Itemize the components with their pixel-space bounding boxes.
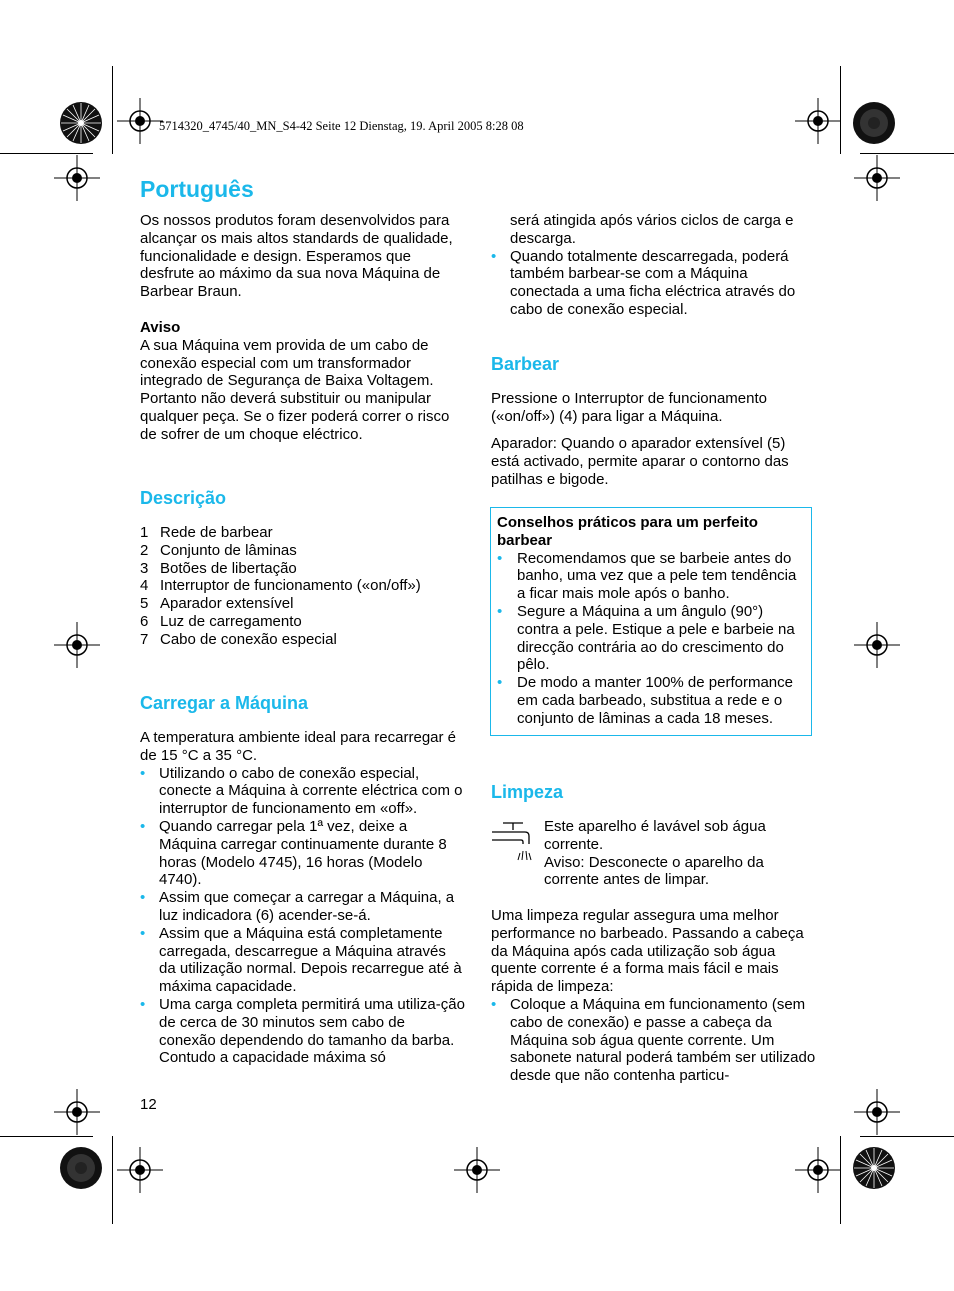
color-wheel-icon bbox=[59, 1146, 103, 1190]
crop-mark bbox=[112, 66, 113, 154]
crop-mark bbox=[112, 1136, 113, 1224]
list-item: • Assim que a Máquina está completamente carregada, descarregue a Máquina através da utilização normal. Depois recarregue até à máxima capacidade. bbox=[140, 924, 462, 996]
list-item: 2 Conjunto de lâminas bbox=[140, 541, 297, 559]
registration-mark-icon bbox=[117, 98, 163, 144]
barbear-heading: Barbear bbox=[491, 354, 560, 374]
list-item: 4 Interruptor de funcionamento («on/off») bbox=[140, 577, 421, 595]
carregar-heading: Carregar a Máquina bbox=[140, 693, 309, 713]
registration-mark-icon bbox=[54, 155, 100, 201]
list-item: • Utilizando o cabo de conexão especial, conecte a Máquina à corrente eléctrica com o interruptor de funcionamento em «off». bbox=[140, 764, 463, 818]
tips-heading: Conselhos práticos para um perfeito barbear bbox=[497, 514, 758, 549]
intro-paragraph: Os nossos produtos foram desenvolvidos para alcançar os mais altos standards de qualidade, funcionalidade e design. Esperamos que desfrute ao máximo da sua nova Máquina de Barbear Braun. bbox=[140, 212, 453, 301]
aviso-text: A sua Máquina vem provida de um cabo de conexão especial com um transformador integrado de Segurança de Baixa Voltagem. Portanto não deverá substituir ou manipular qualquer peça. Se o fizer poderá correr o risco de sofrer de um choque eléctrico. bbox=[140, 336, 450, 443]
barbear-p1: Pressione o Interruptor de funcionamento («on/off») (4) para ligar a Máquina. bbox=[491, 390, 767, 425]
registration-mark-icon bbox=[854, 622, 900, 668]
registration-mark-icon bbox=[795, 1147, 841, 1193]
descricao-heading: Descrição bbox=[140, 488, 227, 508]
limpeza-p1: Uma limpeza regular assegura uma melhor performance no barbeado. Passando a cabeça da Máquina após cada utilização sob água quente corrente é a forma mais fácil e mais rápida de limpeza: bbox=[491, 907, 804, 996]
carregar-intro: A temperatura ambiente ideal para recarregar é de 15 °C a 35 °C. bbox=[140, 729, 457, 764]
crop-mark bbox=[860, 153, 954, 154]
tap-water-icon bbox=[491, 818, 533, 862]
color-wheel-icon bbox=[852, 1146, 896, 1190]
limpeza-bullets bbox=[491, 996, 816, 1085]
list-item: • Recomendamos que se barbeie antes do banho, uma vez que a pele tem tendência a ficar mais mole após o banho. bbox=[497, 549, 797, 603]
barbear-p2: Aparador: Quando o aparador extensível (5) está activado, permite aparar o contorno das patilhas e bigode. bbox=[491, 435, 789, 488]
tips-bullets bbox=[497, 550, 805, 728]
carregar-bullets bbox=[140, 765, 465, 1068]
page-number: 12 bbox=[140, 1096, 157, 1113]
list-item: será atingida após vários ciclos de carga e descarga. bbox=[510, 212, 794, 247]
list-item: • De modo a manter 100% de performance em cada barbeado, substitua a rede e o conjunto de lâminas a cada 18 meses. bbox=[497, 674, 793, 727]
aviso-heading: Aviso bbox=[140, 319, 181, 336]
list-item: 5 Aparador extensível bbox=[140, 595, 294, 613]
print-header: 5714320_4745/40_MN_S4-42 Seite 12 Dienstag, 19. April 2005 8:28 08 bbox=[159, 119, 524, 133]
list-item: • Quando totalmente descarregada, poderá também barbear-se com a Máquina conectada a uma ficha eléctrica através do cabo de conexão especial. bbox=[491, 247, 796, 318]
registration-mark-icon bbox=[854, 1089, 900, 1135]
crop-mark bbox=[860, 1136, 954, 1137]
registration-mark-icon bbox=[54, 1089, 100, 1135]
registration-mark-icon bbox=[454, 1147, 500, 1193]
tips-box bbox=[490, 507, 812, 736]
list-item: • Quando carregar pela 1ª vez, deixe a Máquina carregar continuamente durante 8 horas (Modelo 4745), 16 horas (Modelo 4740). bbox=[140, 817, 447, 889]
crop-mark bbox=[0, 153, 93, 154]
color-wheel-icon bbox=[852, 101, 896, 145]
list-item: 1 Rede de barbear bbox=[140, 524, 273, 541]
list-item: • Assim que começar a carregar a Máquina, a luz indicadora (6) acender-se-á. bbox=[140, 889, 455, 924]
list-item: 6 Luz de carregamento bbox=[140, 612, 302, 630]
color-wheel-icon bbox=[59, 101, 103, 145]
list-item: • Segure a Máquina a um ângulo (90°) contra a pele. Estique a pele e barbeie na direcção contrária ao do crescimento do pêlo. bbox=[497, 602, 795, 674]
list-item: • Coloque a Máquina em funcionamento (sem cabo de conexão) e passe a cabeça da Máquina sob água quente corrente. Um sabonete natural poderá também ser utilizado desde que não contenha particu- bbox=[491, 996, 816, 1085]
list-item: 7 Cabo de conexão especial bbox=[140, 630, 337, 648]
carregar-continuation bbox=[491, 212, 816, 319]
registration-mark-icon bbox=[117, 1147, 163, 1193]
aviso-section bbox=[140, 319, 465, 444]
registration-mark-icon bbox=[795, 98, 841, 144]
list-item: • Uma carga completa permitirá uma utiliza-ção de cerca de 30 minutos sem cabo de conexão dependendo do tamanho da barba. Contudo a capacidade máxima só bbox=[140, 995, 465, 1067]
crop-mark bbox=[0, 1136, 93, 1137]
registration-mark-icon bbox=[854, 155, 900, 201]
parts-list bbox=[140, 524, 465, 649]
carregar-section bbox=[140, 729, 465, 1067]
limpeza-heading: Limpeza bbox=[491, 782, 564, 802]
list-item: 3 Botões de libertação bbox=[140, 559, 297, 577]
page-title: Português bbox=[140, 176, 254, 202]
registration-mark-icon bbox=[54, 622, 100, 668]
limpeza-icon-text: Este aparelho é lavável sob água corrente. Aviso: Desconecte o aparelho da corrente antes de limpar. bbox=[544, 818, 766, 889]
